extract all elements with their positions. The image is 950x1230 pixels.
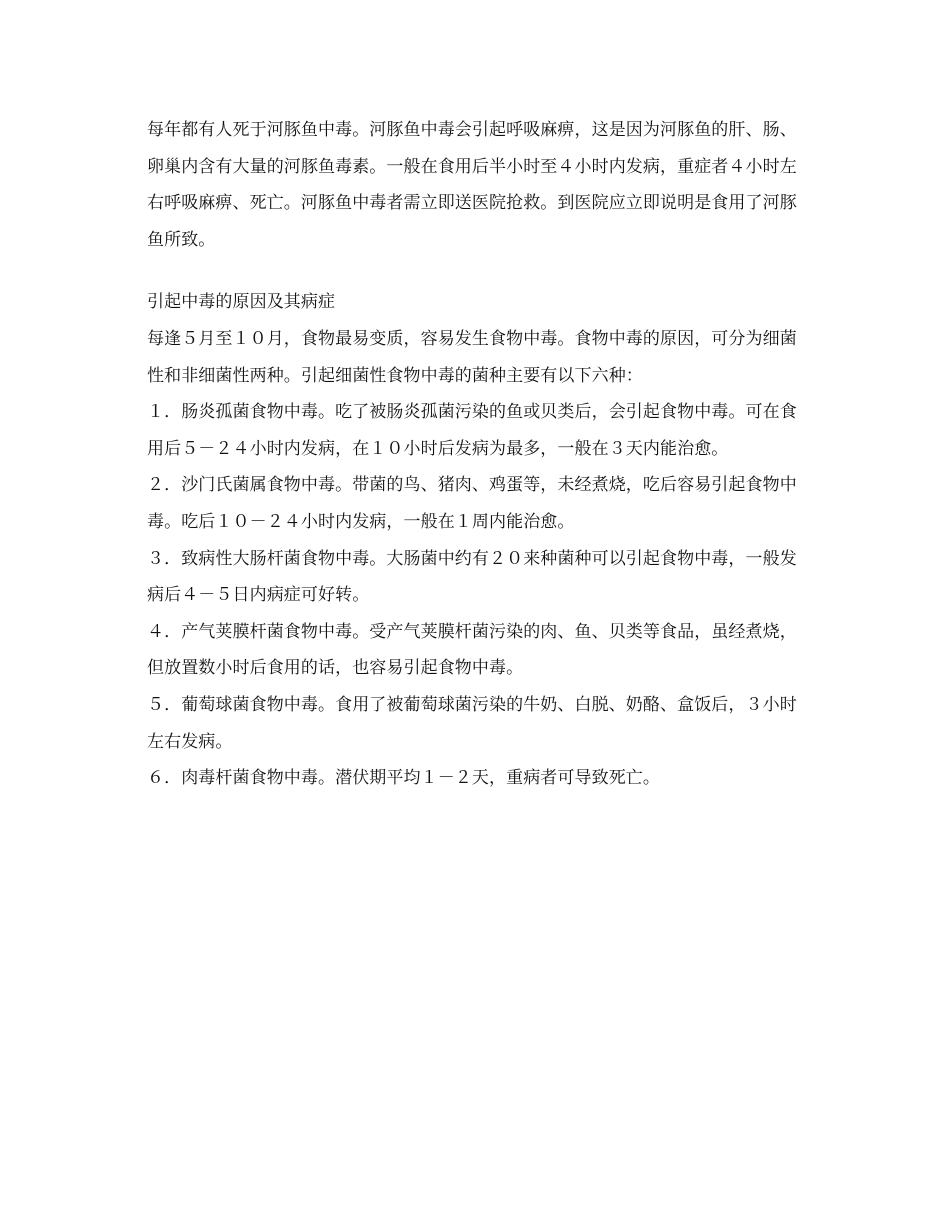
document-body [147,112,812,797]
intro-paragraph: 每年都有人死于河豚鱼中毒。河豚鱼中毒会引起呼吸麻痹，这是因为河豚鱼的肝、肠、卵巢内含有大量的河豚鱼毒素。一般在食用后半小时至４小时内发病，重症者４小时左右呼吸麻痹、死亡。河豚鱼中毒者需立即送医院抢救。到医院应立即说明是食用了河豚鱼所致。 [147,120,797,250]
list-item-3: ３．致病性大肠杆菌食物中毒。大肠菌中约有２０来种菌种可以引起食物中毒，一般发病后４－５日内病症可好转。 [147,548,797,606]
list-item-4: ４．产气荚膜杆菌食物中毒。受产气荚膜杆菌污染的肉、鱼、贝类等食品，虽经煮烧，但放置数小时后食用的话，也容易引起食物中毒。 [147,621,797,679]
list-item-5: ５．葡萄球菌食物中毒。食用了被葡萄球菌污染的牛奶、白脱、奶酪、盒饭后，３小时左右发病。 [147,694,797,752]
list-item-1: １．肠炎孤菌食物中毒。吃了被肠炎孤菌污染的鱼或贝类后，会引起食物中毒。可在食用后５－２４小时内发病，在１０小时后发病为最多，一般在３天内能治愈。 [147,402,797,459]
section-intro-paragraph: 每逢５月至１０月，食物最易变质，容易发生食物中毒。食物中毒的原因，可分为细菌性和非细菌性两种。引起细菌性食物中毒的菌种主要有以下六种： [147,328,797,386]
paragraph-spacer [147,258,812,284]
list-item-2: ２．沙门氏菌属食物中毒。带菌的鸟、猪肉、鸡蛋等，未经煮烧，吃后容易引起食物中毒。吃后１０－２４小时内发病，一般在１周内能治愈。 [147,475,797,532]
section-title: 引起中毒的原因及其病症 [147,292,336,313]
list-item-6: ６．肉毒杆菌食物中毒。潜伏期平均１－２天，重病者可导致死亡。 [147,768,660,789]
